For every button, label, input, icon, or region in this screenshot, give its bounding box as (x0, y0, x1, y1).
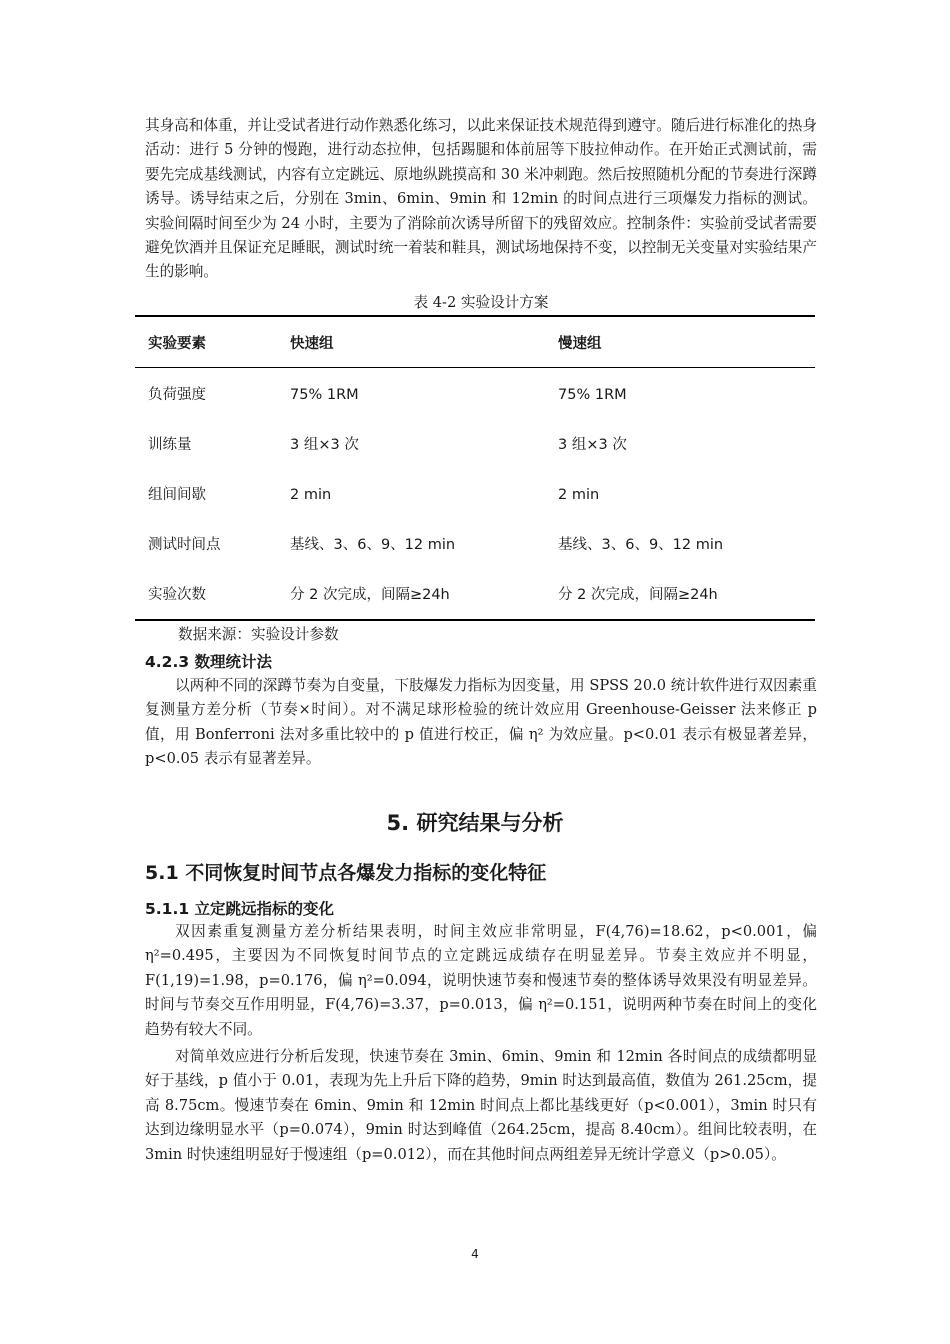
table-cell: 2 min (558, 487, 600, 503)
section-heading-5-1: 5.1 不同恢复时间节点各爆发力指标的变化特征 (145, 862, 547, 884)
table-header-cell: 快速组 (290, 336, 334, 352)
table-header-cell: 慢速组 (558, 336, 602, 352)
page-number: 4 (471, 1247, 479, 1261)
table-caption: 表 4-2 实验设计方案 (413, 294, 549, 311)
results-paragraph-2: 对简单效应进行分析后发现，快速节奏在 3min、6min、9min 和 12min 各时间点的成绩都明显好于基线，p 值小于 0.01，表现为先上升后下降的趋势，9min 时达到最高值，数值为 261.25cm，提高 8.75cm。慢速节奏在 6min、9min 和 12min 时间点上都比基线更好（p<0.001），3min 时只有达到边缘明显水平（p=0.074），9min 时达到峰值（264.25cm，提高 8.40cm）。组间比较表明，在 3min 时快速组明显好于慢速组（p=0.012），而在其他时间点两组差异无统计学意义（p>0.05）。 (145, 1048, 817, 1163)
table-header-cell: 实验要素 (148, 336, 206, 352)
table-cell: 实验次数 (148, 587, 206, 603)
section-heading-5-1-1: 5.1.1 立定跳远指标的变化 (145, 900, 335, 918)
table-bottom-rule (135, 619, 815, 621)
table-header-rule (135, 367, 815, 368)
table-source-note: 数据来源：实验设计参数 (178, 626, 339, 643)
table-cell: 3 组×3 次 (290, 437, 359, 453)
table-cell: 组间间歇 (148, 487, 206, 503)
table-cell: 负荷强度 (148, 387, 206, 403)
intro-paragraph: 其身高和体重，并让受试者进行动作熟悉化练习，以此来保证技术规范得到遵守。随后进行标准化的热身活动：进行 5 分钟的慢跑，进行动态拉伸，包括踢腿和体前屈等下肢拉伸动作。在开始正式测试前，需要先完成基线测试，内容有立定跳远、原地纵跳摸高和 30 米冲刺跑。然后按照随机分配的节奏进行深蹲诱导。诱导结束之后，分别在 3min、6min、9min 和 12min 的时间点进行三项爆发力指标的测试。实验间隔时间至少为 24 小时，主要为了消除前次诱导所留下的残留效应。控制条件：实验前受试者需要避免饮酒并且保证充足睡眠，测试时统一着装和鞋具，测试场地保持不变，以控制无关变量对实验结果产生的影响。 (145, 117, 817, 281)
table-cell: 基线、3、6、9、12 min (558, 537, 724, 553)
table-cell: 3 组×3 次 (558, 437, 627, 453)
table-cell: 75% 1RM (290, 387, 359, 403)
section-heading-4-2-3: 4.2.3 数理统计法 (145, 653, 273, 671)
table-cell: 训练量 (148, 437, 192, 453)
table-cell: 2 min (290, 487, 332, 503)
table-cell: 75% 1RM (558, 387, 627, 403)
table-top-rule (135, 315, 815, 317)
table-cell: 基线、3、6、9、12 min (290, 537, 456, 553)
chapter-heading-5: 5. 研究结果与分析 (386, 811, 564, 835)
table-cell: 分 2 次完成，间隔≥24h (290, 587, 450, 603)
stats-method-paragraph: 以两种不同的深蹲节奏为自变量，下肢爆发力指标为因变量，用 SPSS 20.0 统计软件进行双因素重复测量方差分析（节奏×时间）。对不满足球形检验的统计效应用 Greenhouse-Geisser 法来修正 p 值，用 Bonferroni 法对多重比较中的 p 值进行校正，偏 η² 为效应量。p<0.01 表示有极显著差异，p<0.05 表示有显著差异。 (145, 677, 817, 768)
table-cell: 分 2 次完成，间隔≥24h (558, 587, 718, 603)
results-paragraph-1: 双因素重复测量方差分析结果表明，时间主效应非常明显，F(4,76)=18.62，p<0.001，偏 η²=0.495，主要因为不同恢复时间节点的立定跳远成绩存在明显差异。节奏主效应并不明显，F(1,19)=1.98，p=0.176，偏 η²=0.094，说明快速节奏和慢速节奏的整体诱导效果没有明显差异。时间与节奏交互作用明显，F(4,76)=3.37，p=0.013，偏 η²=0.151，说明两种节奏在时间上的变化趋势有较大不同。 (145, 923, 817, 1038)
table-cell: 测试时间点 (148, 537, 221, 553)
